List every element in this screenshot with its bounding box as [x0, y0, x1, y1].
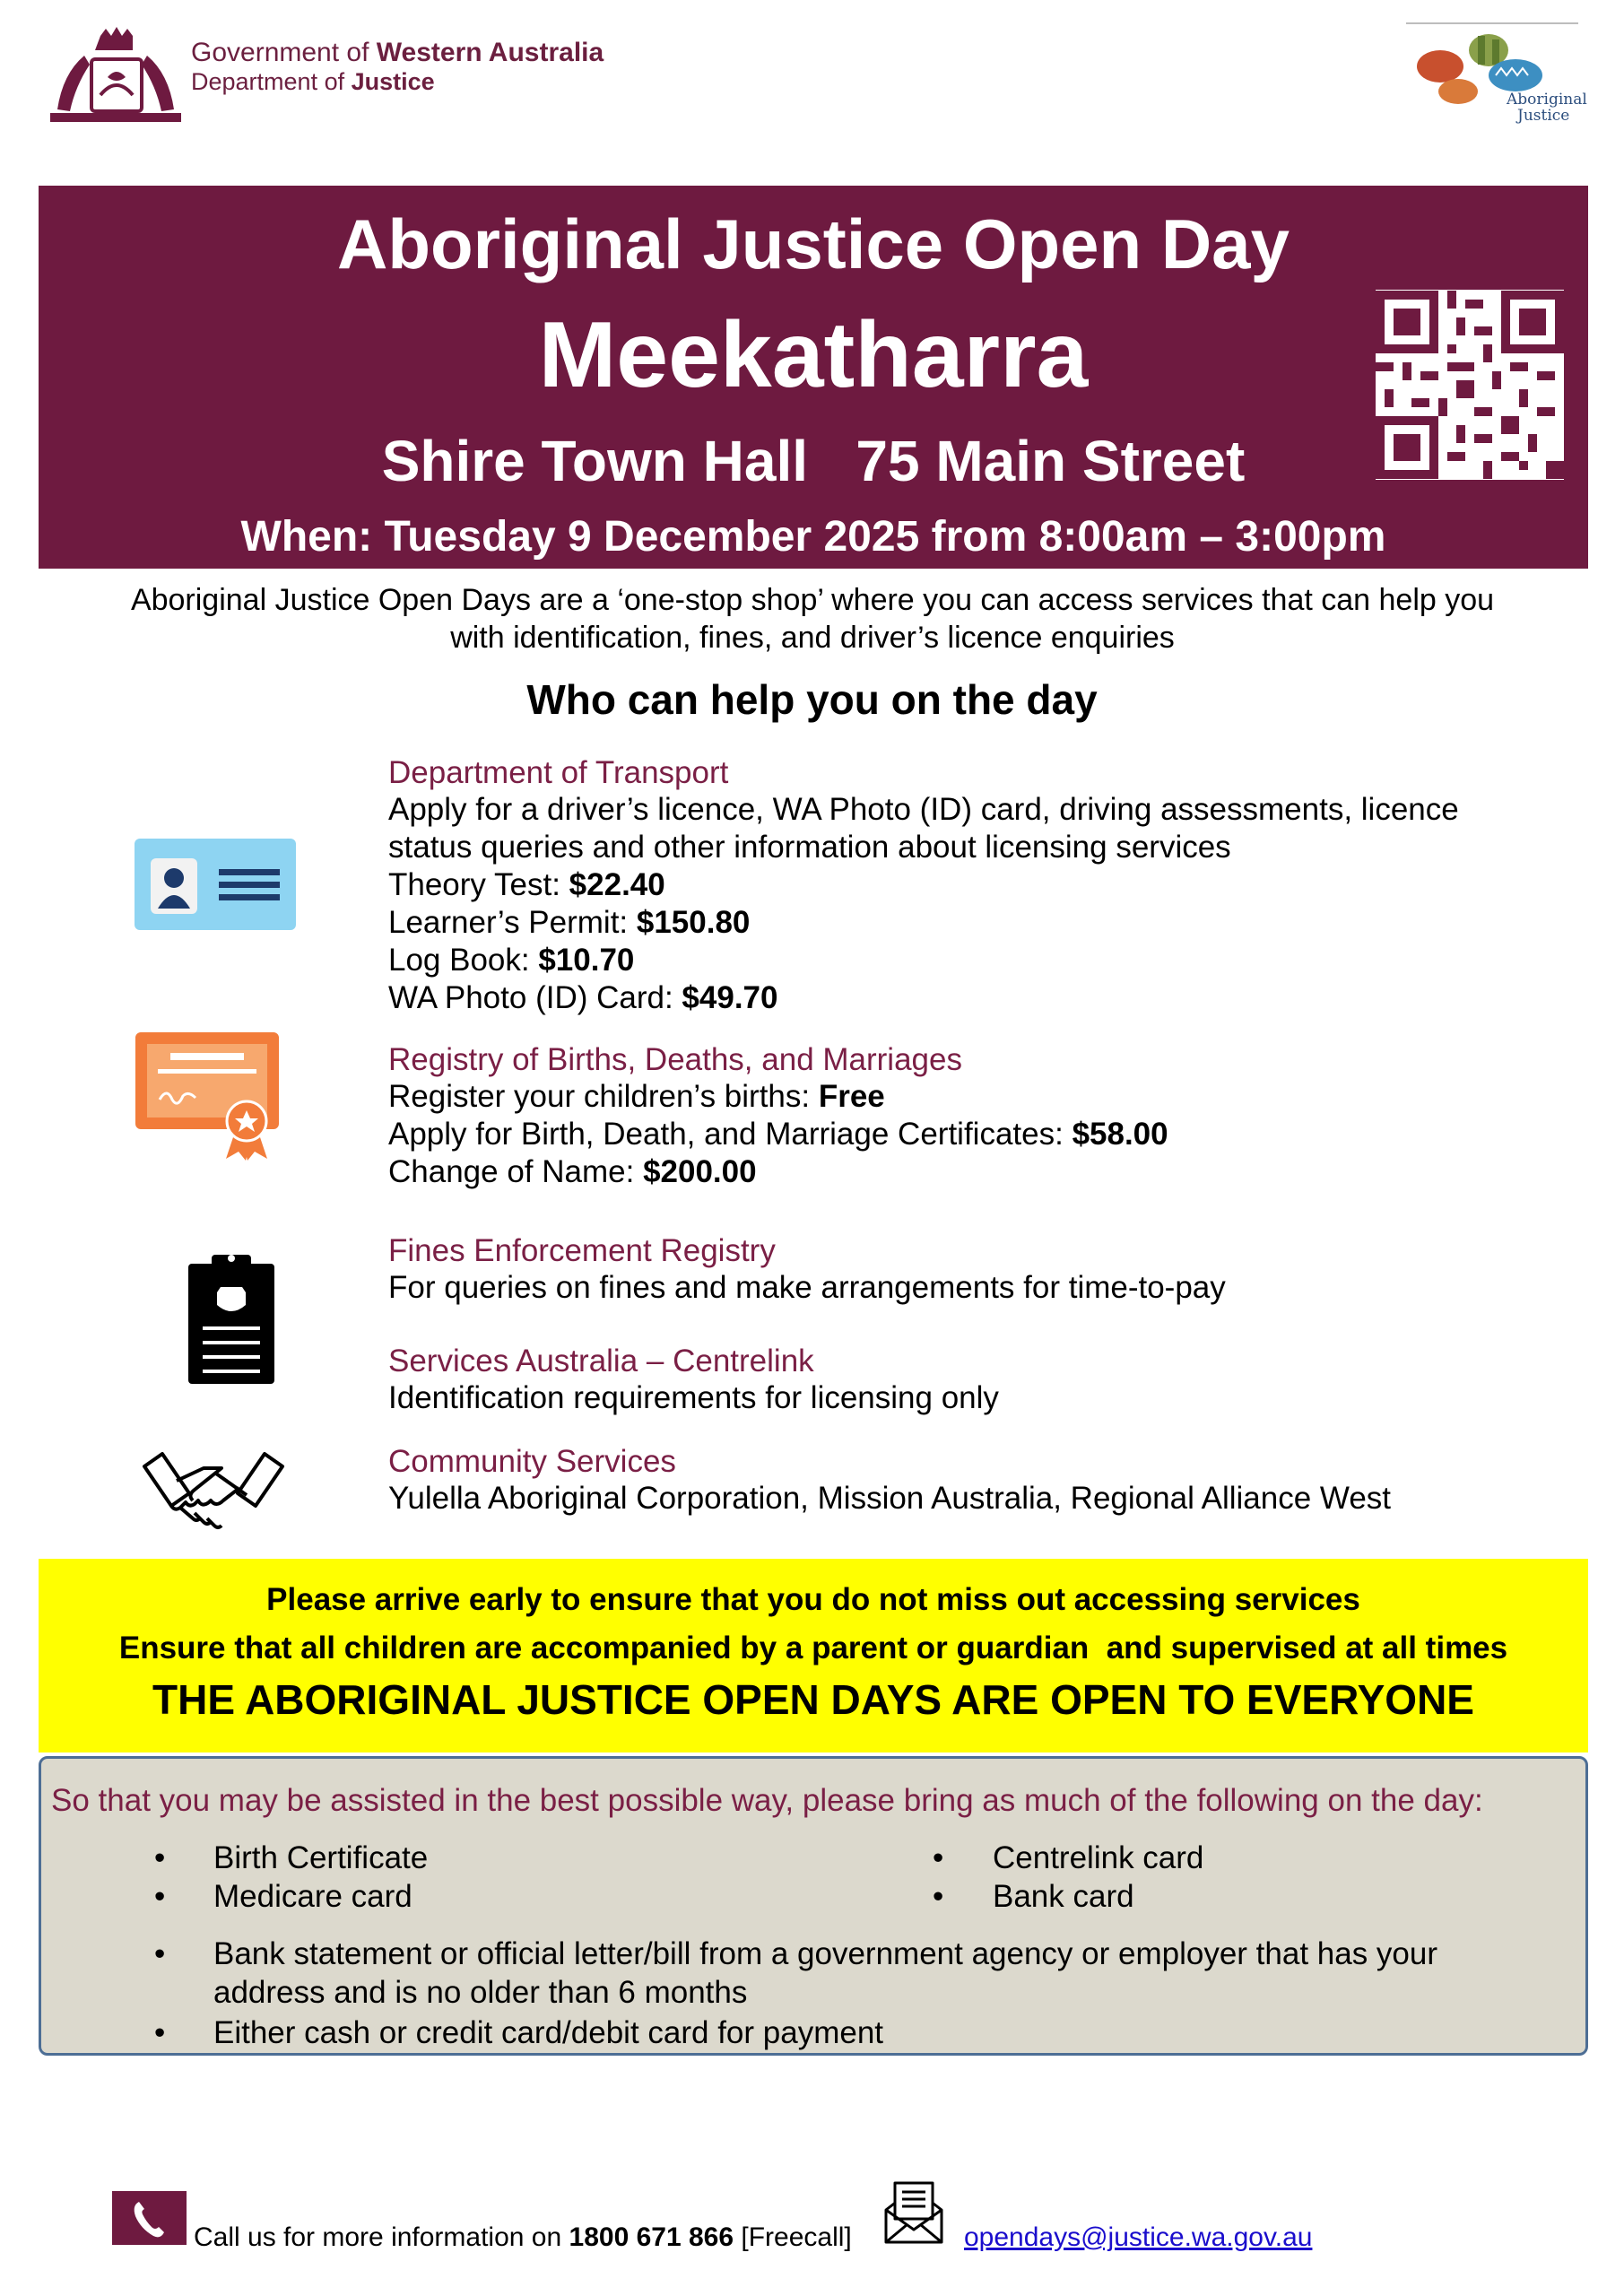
community-heading: Community Services	[388, 1444, 676, 1479]
bullet-icon: •	[154, 1936, 166, 1971]
certificates-fee: Apply for Birth, Death, and Marriage Certificates: $58.00	[388, 1117, 1168, 1152]
photo-id-card-fee: WA Photo (ID) Card: $49.70	[388, 980, 778, 1015]
footer-call-text: Call us for more information on 1800 671 866 [Freecall]	[194, 2222, 852, 2252]
svg-text:Aboriginal: Aboriginal	[1507, 91, 1587, 109]
clipboard-badge-icon	[185, 1251, 278, 1387]
arrive-early-notice: Please arrive early to ensure that you do not miss out accessing services	[266, 1582, 1360, 1617]
centrelink-description: Identification requirements for licensing only	[388, 1380, 999, 1415]
fines-description: For queries on fines and make arrangements for time-to-pay	[388, 1270, 1226, 1305]
bullet-icon: •	[154, 1879, 166, 1914]
transport-heading: Department of Transport	[388, 755, 729, 790]
bring-item: Medicare card	[213, 1879, 413, 1914]
wa-government-crest-logo	[45, 23, 187, 129]
event-banner	[39, 186, 1588, 569]
event-venue: Shire Town Hall 75 Main Street	[381, 429, 1246, 493]
theory-test-fee: Theory Test: $22.40	[388, 867, 665, 902]
event-town: Meekatharra	[538, 303, 1089, 407]
change-of-name-fee: Change of Name: $200.00	[388, 1154, 757, 1189]
email-link[interactable]: opendays@justice.wa.gov.au	[964, 2222, 1313, 2252]
children-notice: Ensure that all children are accompanied by a parent or guardian and supervised at all times	[118, 1631, 1508, 1665]
registry-heading: Registry of Births, Deaths, and Marriages	[388, 1042, 962, 1077]
bullet-icon: •	[154, 2015, 166, 2050]
births-registration-fee: Register your children’s births: Free	[388, 1079, 885, 1114]
help-section-title: Who can help you on the day	[526, 676, 1098, 723]
bullet-icon: •	[933, 1840, 944, 1875]
open-to-everyone-notice: THE ABORIGINAL JUSTICE OPEN DAYS ARE OPEN TO EVERYONE	[152, 1676, 1474, 1723]
id-card-icon	[135, 839, 296, 930]
bring-item: Bank card	[993, 1879, 1134, 1914]
phone-icon	[112, 2191, 187, 2245]
fines-heading: Fines Enforcement Registry	[388, 1233, 776, 1268]
event-when: When: Tuesday 9 December 2025 from 8:00am – 3:00pm	[240, 513, 1386, 561]
transport-description: Apply for a driver’s licence, WA Photo (ID) card, driving assessments, licence status queries and other information about licensing services Theory Test: $22.40 Learner’s Permit: $150.80 Log Book: $10.70 WA Photo (ID) Card: $49.70	[388, 792, 1459, 1015]
bring-item: Centrelink card	[993, 1840, 1204, 1875]
partner-logo-rule	[1406, 22, 1578, 24]
bring-item-payment: Either cash or credit card/debit card for payment	[213, 2015, 884, 2050]
qr-code[interactable]	[1376, 290, 1564, 480]
community-description: Yulella Aboriginal Corporation, Mission Australia, Regional Alliance West	[388, 1481, 1392, 1516]
intro-text: Aboriginal Justice Open Days are a ‘one-stop shop’ where you can access services that can help you with identification, fines, and driver’s licence enquiries	[130, 583, 1495, 655]
bullet-icon: •	[933, 1879, 944, 1914]
envelope-icon	[882, 2179, 945, 2246]
department-name: Department of Justice	[191, 68, 435, 95]
log-book-fee: Log Book: $10.70	[388, 943, 635, 978]
certificate-icon	[135, 1031, 282, 1161]
svg-text:Justice: Justice	[1517, 107, 1570, 125]
centrelink-heading: Services Australia – Centrelink	[388, 1344, 814, 1378]
handshake-icon	[141, 1448, 286, 1540]
learners-permit-fee: Learner’s Permit: $150.80	[388, 905, 751, 940]
government-name: Government of Western Australia	[191, 38, 604, 67]
registry-description	[388, 1078, 1168, 1191]
notice-box	[39, 1559, 1588, 1752]
bring-items-intro: So that you may be assisted in the best possible way, please bring as much of the following on the day:	[51, 1783, 1483, 1818]
bring-item: Birth Certificate	[213, 1840, 429, 1875]
bring-item-bank-statement: Bank statement or official letter/bill from a government agency or employer that has your address and is no older than 6 months	[213, 1936, 1438, 2010]
bullet-icon: •	[154, 1840, 166, 1875]
aboriginal-justice-logo	[1406, 27, 1587, 127]
event-title: Aboriginal Justice Open Day	[337, 204, 1290, 283]
